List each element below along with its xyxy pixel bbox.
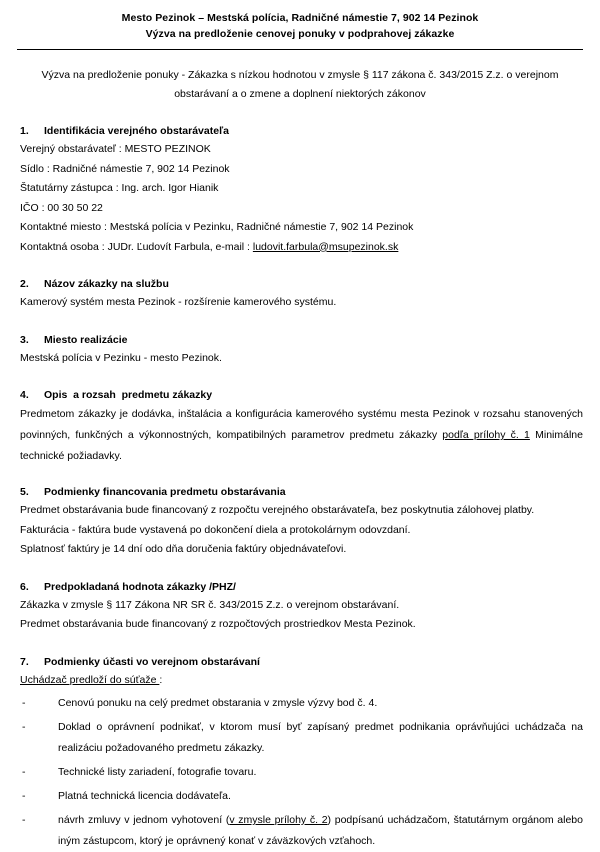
section-1-number: 1. — [20, 123, 44, 140]
section-3-number: 3. — [20, 332, 44, 349]
section-3-heading — [17, 332, 583, 349]
section-5-heading — [17, 484, 583, 501]
contact-email-link[interactable]: ludovit.farbula@msupezinok.sk — [253, 241, 398, 253]
section-4 — [17, 387, 583, 467]
section-7-subheading — [17, 671, 583, 691]
section-6-line-2: Predmet obstarávania bude financovaný z rozpočtových prostriedkov Mesta Pezinok. — [17, 615, 583, 635]
section-5-line-3: Splatnosť faktúry je 14 dní odo dňa doručenia faktúry objednávateľovi. — [17, 540, 583, 560]
section-2-line-1: Kamerový systém mesta Pezinok - rozšírenie kamerového systému. — [17, 293, 583, 313]
list-item-text: Cenovú ponuku na celý predmet obstarania v zmysle výzvy bod č. 4. — [58, 697, 377, 709]
section-2 — [17, 276, 583, 313]
section-1-title: Identifikácia verejného obstarávateľa — [44, 125, 229, 137]
list-item-text-after: ) podpísanú uchádzačom, štatutárnym orgánom alebo iným zástupcom, ktorý je oprávnený konať v záväzkových vzťahoch. — [58, 814, 583, 847]
bullet-dash-icon: - — [22, 810, 26, 831]
section-5-title: Podmienky financovania predmetu obstarávania — [44, 486, 286, 498]
section-1-line-2: Sídlo : Radničné námestie 7, 902 14 Pezinok — [17, 160, 583, 180]
section-6-title: Predpokladaná hodnota zákazky /PHZ/ — [44, 581, 236, 593]
section-4-text-before: Predmetom zákazky je dodávka, inštalácia a konfigurácia kamerového systému mesta Pezinok v rozsahu stanovených povinných, funkčných a výkonnostných, kompatibilných parametrov predmetu zákazky — [20, 408, 583, 441]
section-7-number: 7. — [20, 654, 44, 671]
section-5-number: 5. — [20, 484, 44, 501]
document-header — [17, 10, 583, 42]
section-1-line-3: Štatutárny zástupca : Ing. arch. Igor Hianik — [17, 179, 583, 199]
list-item — [17, 786, 583, 807]
header-divider — [17, 49, 583, 50]
contact-person-label: Kontaktná osoba : JUDr. Ľudovít Farbula, e-mail : — [20, 241, 253, 253]
list-item — [17, 693, 583, 714]
section-7 — [17, 654, 583, 852]
list-item-text: Doklad o oprávnení podnikať, v ktorom musí byť zapísaný predmet podnikania oprávňujúci uchádzača na realizáciu požadovaného predmetu zákazky. — [58, 721, 583, 754]
list-item — [17, 762, 583, 783]
list-item — [17, 717, 583, 759]
section-7-heading — [17, 654, 583, 671]
section-1-line-1: Verejný obstarávateľ : MESTO PEZINOK — [17, 140, 583, 160]
section-3-line-1: Mestská polícia v Pezinku - mesto Pezinok. — [17, 349, 583, 369]
section-4-paragraph — [17, 404, 583, 467]
section-4-heading — [17, 387, 583, 404]
annex-2-reference: v zmysle prílohy č. 2 — [229, 814, 327, 826]
section-4-text-after: Minimálne technické požiadavky. — [20, 429, 583, 462]
section-6-heading — [17, 579, 583, 596]
section-5 — [17, 484, 583, 560]
list-item-text: Platná technická licencia dodávateľa. — [58, 790, 231, 802]
section-1-line-4: IČO : 00 30 50 22 — [17, 199, 583, 219]
section-6-line-1: Zákazka v zmysle § 117 Zákona NR SR č. 343/2015 Z.z. o verejnom obstarávaní. — [17, 596, 583, 616]
requirements-list — [17, 693, 583, 852]
bullet-dash-icon: - — [22, 693, 26, 714]
header-line-1: Mesto Pezinok – Mestská polícia, Radničné námestie 7, 902 14 Pezinok — [17, 10, 583, 26]
section-2-title: Názov zákazky na službu — [44, 278, 169, 290]
section-1 — [17, 123, 583, 257]
section-2-number: 2. — [20, 276, 44, 293]
intro-paragraph: Výzva na predloženie ponuky - Zákazka s nízkou hodnotou v zmysle § 117 zákona č. 343/2015 Z.z. o verejnom obstarávaní a o zmene a doplnení niektorých zákonov — [30, 66, 570, 104]
annex-1-reference: podľa prílohy č. 1 — [442, 429, 530, 441]
bidder-submits-label: Uchádzač predloží do súťaže — [20, 674, 159, 686]
bullet-dash-icon: - — [22, 762, 26, 783]
bullet-dash-icon: - — [22, 786, 26, 807]
section-5-line-2: Fakturácia - faktúra bude vystavená po dokončení diela a protokolárnym odovzdaní. — [17, 521, 583, 541]
header-line-2: Výzva na predloženie cenovej ponuky v podprahovej zákazke — [17, 26, 583, 42]
list-item-text: Technické listy zariadení, fotografie tovaru. — [58, 766, 256, 778]
section-6 — [17, 579, 583, 635]
list-item — [17, 810, 583, 852]
section-4-title: Opis a rozsah predmetu zákazky — [44, 389, 212, 401]
section-1-line-5: Kontaktné miesto : Mestská polícia v Pezinku, Radničné námestie 7, 902 14 Pezinok — [17, 218, 583, 238]
section-6-number: 6. — [20, 579, 44, 596]
list-item-text-before: návrh zmluvy v jednom vyhotovení ( — [58, 814, 229, 826]
section-1-contact-line — [17, 238, 583, 258]
bullet-dash-icon: - — [22, 717, 26, 738]
section-3 — [17, 332, 583, 369]
section-5-line-1: Predmet obstarávania bude financovaný z rozpočtu verejného obstarávateľa, bez poskytnutia zálohovej platby. — [17, 501, 583, 521]
section-7-title: Podmienky účasti vo verejnom obstarávaní — [44, 656, 260, 668]
section-2-heading — [17, 276, 583, 293]
bidder-submits-colon: : — [159, 674, 162, 686]
section-3-title: Miesto realizácie — [44, 334, 127, 346]
section-1-heading — [17, 123, 583, 140]
section-4-number: 4. — [20, 387, 44, 404]
